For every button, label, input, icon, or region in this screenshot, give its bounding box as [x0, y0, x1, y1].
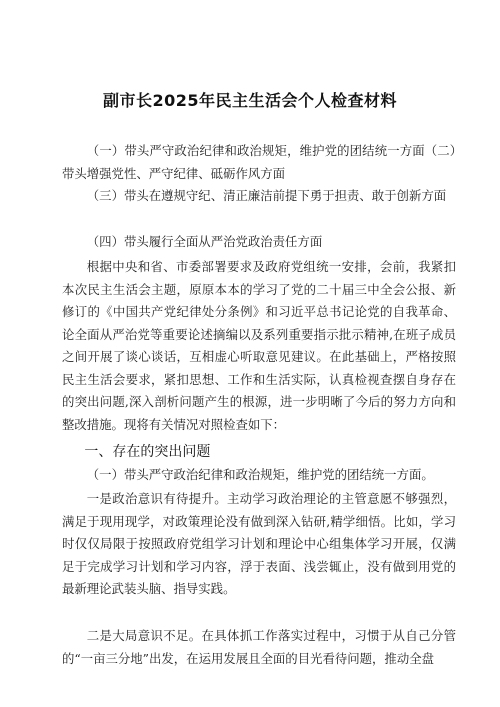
- point-1-paragraph: 一是政治意识有待提升。主动学习政治理论的主管意愿不够强烈，满足于现用现学，对政策理论没有做到深入钻研,精学细悟。比如，学习时仅仅局限于按照政府党组学习计划和理论中心组集体学习开展，仅满足于完成学习计划和学习内容，浮于表面、浅尝辄止，没有做到用党的最新理论武装头脑、指导实践。: [62, 491, 456, 596]
- subsection-heading: （一）带头严守政治纪律和政治规矩，维护党的团结统一方面。: [86, 467, 434, 482]
- toc-line-3: （四）带头履行全面从严治党政治责任方面: [86, 234, 323, 249]
- point-2-paragraph: 二是大局意识不足。在具体抓工作落实过程中，习惯于从自己分管的“一亩三分地”出发，在运用发展且全面的目光看待问题，推动全盘: [62, 628, 456, 666]
- toc-line-2: （三）带头在遵规守纪、清正廉洁前提下勇于担责、敢于创新方面: [86, 188, 447, 203]
- intro-paragraph: 根据中央和省、市委部署要求及政府党组统一安排，会前，我紧扣本次民主生活会主题，原原本本的学习了党的二十届三中全会公报、新修订的《中国共产党纪律处分条例》和习近平总书记论党的自我革命、论全面从严治党等重要论述摘编以及系列重要指示批示精神,在班子成员之间开展了谈心谈话，互相虚心听取意见建议。在此基础上，严格按照民主生活会要求，紧扣思想、工作和生活实际，认真检视查摆自身存在的突出问题,深入剖析问题产生的根源，进一步明晰了今后的努力方向和整改措施。现将有关情况对照检查如下：: [62, 259, 456, 432]
- section-heading: 一、存在的突出问题: [84, 444, 211, 460]
- toc-line-1: （一）带头严守政治纪律和政治规矩，维护党的团结统一方面（二）带头增强党性、严守纪律、砥砺作风方面: [62, 143, 456, 181]
- document-title: 副市长2025年民主生活会个人检查材料: [102, 91, 398, 110]
